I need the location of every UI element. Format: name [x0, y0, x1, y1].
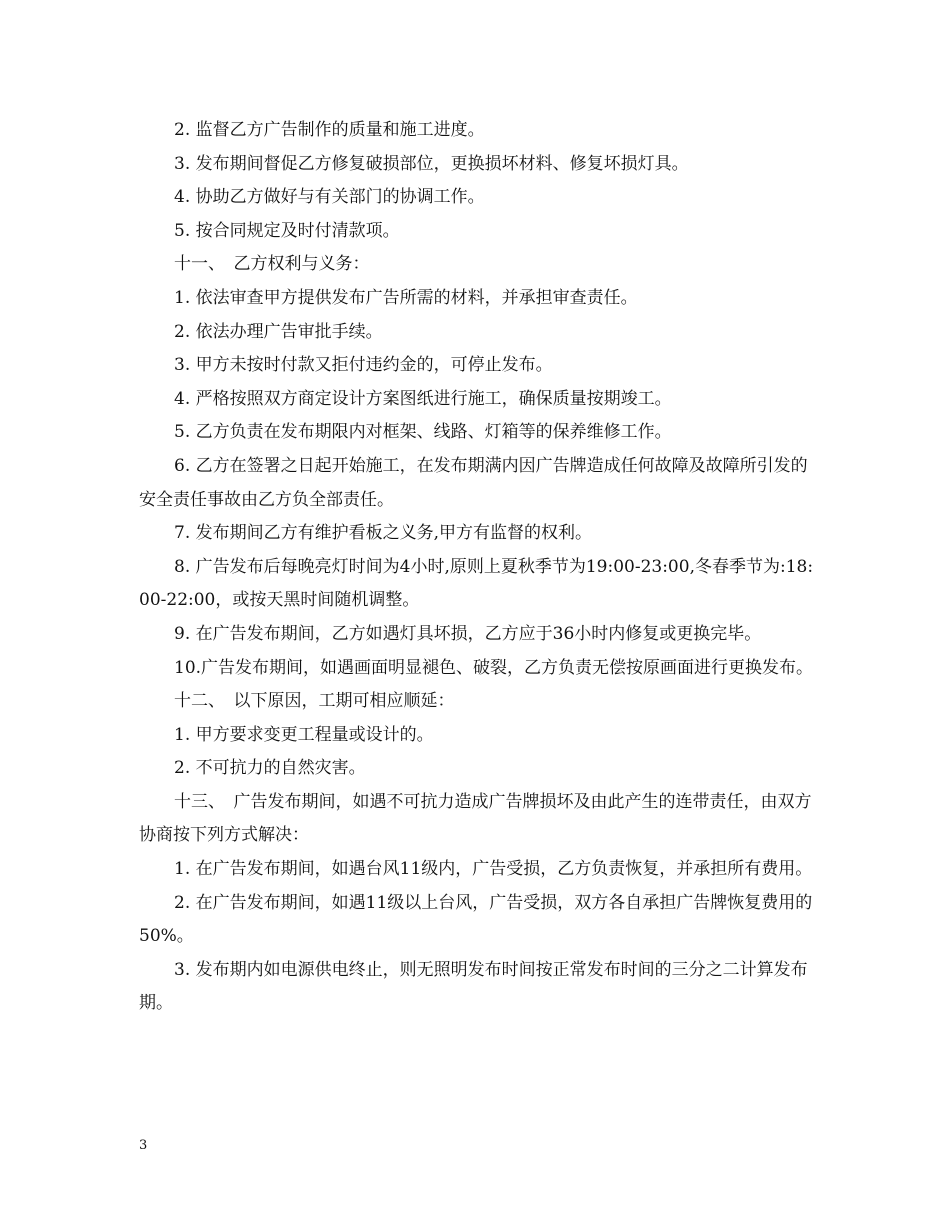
section-heading: 十一、 乙方权利与义务：: [174, 254, 370, 275]
paragraph: 7. 发布期间乙方有维护看板之义务,甲方有监督的权利。: [174, 523, 593, 544]
page-number: 3: [139, 1138, 148, 1153]
paragraph: 2. 不可抗力的自然灾害。: [174, 758, 366, 779]
section-heading: 十二、 以下原因，工期可相应顺延：: [174, 691, 455, 712]
paragraph: 5. 按合同规定及时付清款项。: [174, 220, 400, 241]
document-body: [139, 114, 821, 1021]
paragraph: 2. 监督乙方广告制作的质量和施工进度。: [174, 120, 485, 140]
paragraph: 3. 发布期内如电源供电终止，则无照明发布时间按正常发布时间的三分之二计算发布期。: [139, 959, 808, 1014]
paragraph: 3. 发布期间督促乙方修复破损部位，更换损坏材料、修复坏损灯具。: [174, 153, 689, 174]
paragraph: 1. 甲方要求变更工程量或设计的。: [174, 724, 434, 745]
paragraph: 9. 在广告发布期间，乙方如遇灯具坏损，乙方应于36小时内修复或更换完毕。: [174, 623, 762, 644]
paragraph: 6. 乙方在签署之日起开始施工，在发布期满内因广告牌造成任何故障及故障所引发的安全责任事故由乙方负全部责任。: [139, 455, 808, 510]
paragraph: 4. 严格按照双方商定设计方案图纸进行施工，确保质量按期竣工。: [174, 388, 672, 409]
paragraph: 1. 在广告发布期间，如遇台风11级内，广告受损，乙方负责恢复，并承担所有费用。: [174, 859, 813, 880]
paragraph: 10.广告发布期间，如遇画面明显褪色、破裂，乙方负责无偿按原画面进行更换发布。: [174, 657, 814, 678]
paragraph: 4. 协助乙方做好与有关部门的协调工作。: [174, 187, 485, 208]
paragraph: 5. 乙方负责在发布期限内对框架、线路、灯箱等的保养维修工作。: [174, 422, 672, 443]
paragraph: 2. 依法办理广告审批手续。: [174, 321, 383, 342]
paragraph: 1. 依法审查甲方提供发布广告所需的材料，并承担审查责任。: [174, 287, 638, 308]
section-heading: 十三、 广告发布期间，如遇不可抗力造成广告牌损坏及由此产生的连带责任，由双方协商按下列方式解决：: [139, 791, 812, 846]
paragraph: 2. 在广告发布期间，如遇11级以上台风，广告受损，双方各自承担广告牌恢复费用的50%。: [139, 892, 813, 947]
paragraph: 3. 甲方未按时付款又拒付违约金的，可停止发布。: [174, 355, 553, 376]
paragraph: 8. 广告发布后每晚亮灯时间为4小时,原则上夏秋季节为19:00-23:00,冬春季节为:18:00-22:00，或按天黑时间随机调整。: [139, 556, 814, 611]
